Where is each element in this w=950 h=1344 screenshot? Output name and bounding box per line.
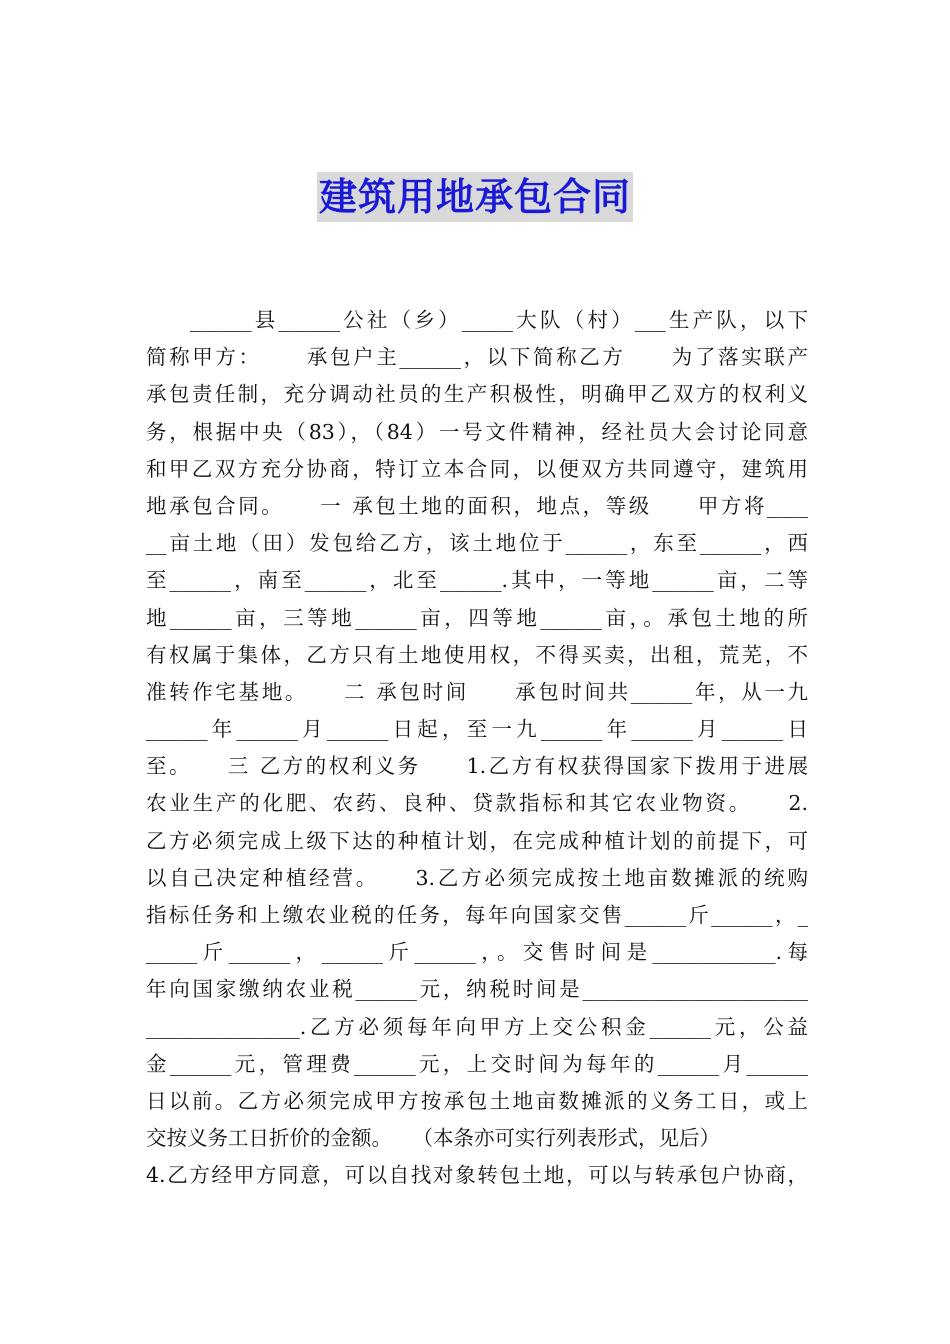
document-title: 建筑用地承包合同 <box>317 172 633 222</box>
body-line: 交按义务工日折价的金额。 （本条亦可实行列表形式，见后） <box>146 1126 720 1151</box>
document-body <box>146 302 808 1195</box>
body-line: 4.乙方经甲方同意，可以自找对象转包土地，可以与转承包户协商， <box>146 1163 808 1188</box>
body-line: 地承包合同。 一 承包土地的面积，地点，等级 甲方将____ <box>146 493 808 518</box>
body-line: ______县______公社（乡）_____大队（村）___生产队，以下 <box>190 308 808 332</box>
body-line: 年向国家缴纳农业税______元，纳税时间是______________________ <box>146 977 808 1002</box>
body-line: 乙方必须完成上级下达的种植计划，在完成种植计划的前提下，可 <box>146 828 808 853</box>
body-line: 地______亩，三等地______亩，四等地______亩，。承包土地的所 <box>146 605 808 630</box>
body-line: 农业生产的化肥、农药、良种、贷款指标和其它农业物资。 2. <box>146 791 808 816</box>
body-line: 和甲乙双方充分协商，特订立本合同，以便双方共同遵守，建筑用 <box>146 456 808 481</box>
body-line: _____斤______，______斤______，。交售时间是____________.每 <box>146 940 808 965</box>
body-line: 有权属于集体，乙方只有土地使用权，不得买卖，出租，荒芜，不 <box>146 642 808 667</box>
body-line: 至。 三 乙方的权利义务 1.乙方有权获得国家下拨用于进展 <box>146 754 808 779</box>
body-line: 以自己决定种植经营。 3.乙方必须完成按土地亩数摊派的统购 <box>146 865 808 890</box>
body-line: 务，根据中央（83），（84）一号文件精神，经社员大会讨论同意 <box>146 419 808 444</box>
body-line: _______________.乙方必须每年向甲方上交公积金______元，公益 <box>146 1014 808 1039</box>
body-line: ______年______月______日起，至一九______年______月______日 <box>146 717 808 742</box>
title-container <box>0 172 950 222</box>
body-line: __亩土地（田）发包给乙方，该土地位于______，东至______，西 <box>146 531 808 556</box>
body-line: 准转作宅基地。 二 承包时间 承包时间共______年，从一九 <box>146 679 808 704</box>
body-line: 承包责任制，充分调动社员的生产积极性，明确甲乙双方的权利义 <box>146 382 808 407</box>
body-line: 日以前。乙方必须完成甲方按承包土地亩数摊派的义务工日，或上 <box>146 1088 808 1113</box>
body-line: 简称甲方： 承包户主______，以下简称乙方 为了落实联产 <box>146 345 808 370</box>
body-line: 指标任务和上缴农业税的任务，每年向国家交售______斤______，_ <box>146 903 808 927</box>
body-line: 至______，南至______，北至______.其中，一等地______亩，二等 <box>146 568 808 593</box>
body-line: 金______元，管理费______元，上交时间为每年的______月______ <box>146 1051 808 1076</box>
